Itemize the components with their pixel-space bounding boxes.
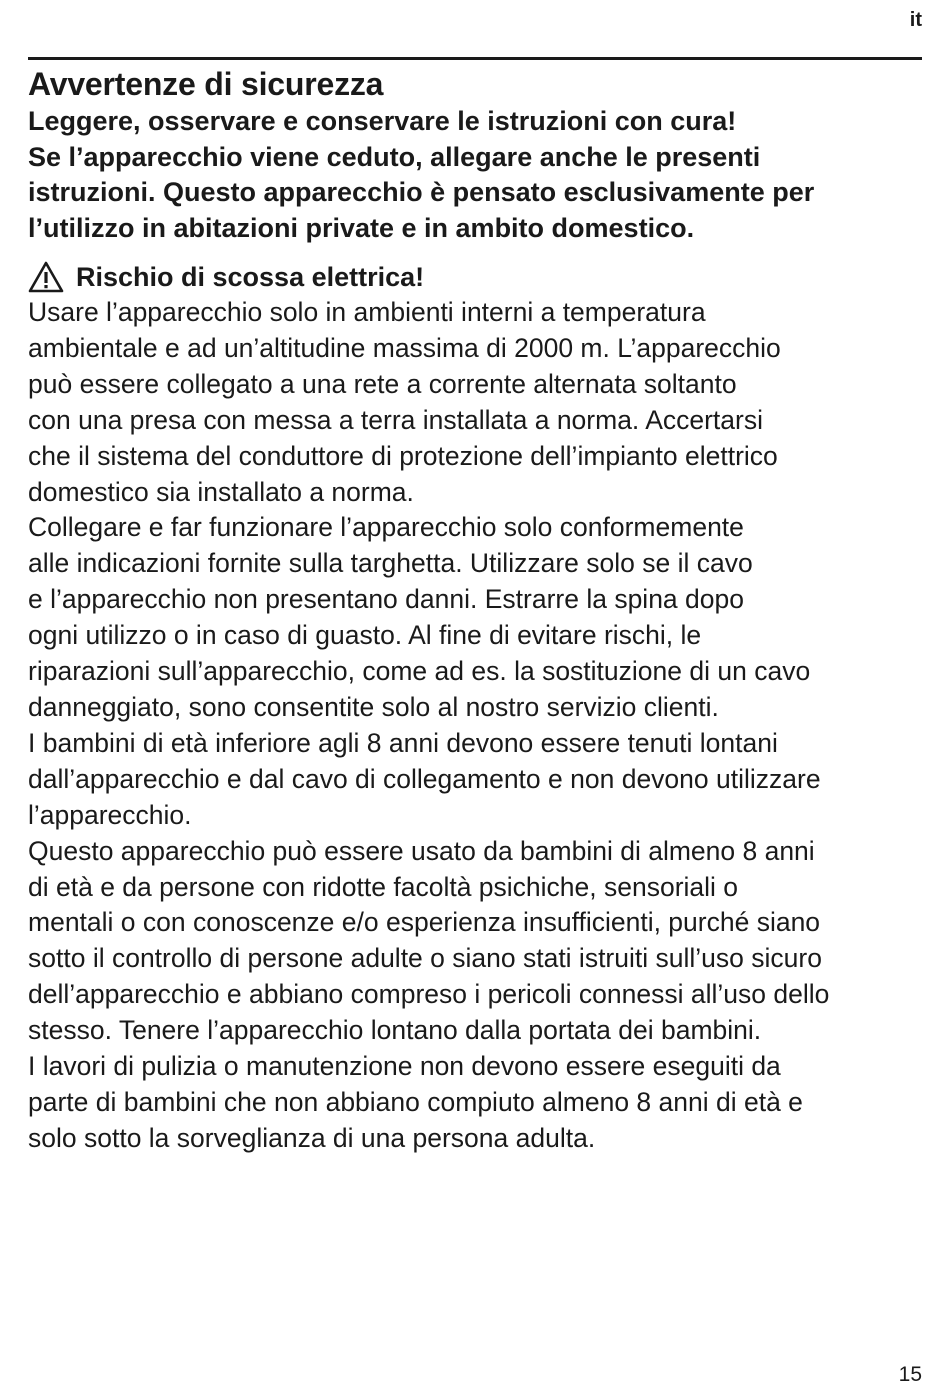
intro-line: Se l’apparecchio viene ceduto, allegare anche le presenti — [28, 141, 761, 172]
text-line: danneggiato, sono consentite solo al nostro servizio clienti. — [28, 691, 719, 722]
text-line: parte di bambini che non abbiano compiuto almeno 8 anni di età e — [28, 1086, 803, 1117]
header-rule — [28, 57, 922, 60]
text-line: mentali o con conoscenze e/o esperienza insufficienti, purché siano — [28, 907, 821, 938]
intro-text — [28, 104, 928, 246]
text-line: dall’apparecchio e dal cavo di collegamento e non devono utilizzare — [28, 763, 821, 794]
text-line: Collegare e far funzionare l’apparecchio solo conformemente — [28, 512, 744, 543]
page-number: 15 — [898, 1363, 922, 1386]
text-line: ogni utilizzo o in caso di guasto. Al fine di evitare rischi, le — [28, 620, 702, 651]
intro-line: istruzioni. Questo apparecchio è pensato esclusivamente per — [28, 177, 815, 207]
text-line: può essere collegato a una rete a corrente alternata soltanto — [28, 368, 737, 399]
safety-section — [28, 64, 928, 1157]
text-line: di età e da persone con ridotte facoltà psichiche, sensoriali o — [28, 871, 739, 902]
warning-heading — [28, 259, 928, 295]
text-line: Questo apparecchio può essere usato da bambini di almeno 8 anni — [28, 835, 815, 866]
text-line: I lavori di pulizia o manutenzione non devono essere eseguiti da — [28, 1051, 781, 1082]
paragraph-usage — [28, 295, 928, 510]
text-line: e l’apparecchio non presentano danni. Estrarre la spina dopo — [28, 584, 744, 615]
text-line: Usare l’apparecchio solo in ambienti interni a temperatura — [28, 297, 706, 327]
text-line: dell’apparecchio e abbiano compreso i pericoli connessi all’uso dello — [28, 979, 830, 1010]
text-line: ambientale e ad un’altitudine massima di 2000 m. L’apparecchio — [28, 332, 781, 363]
text-line: stesso. Tenere l’apparecchio lontano dalla portata dei bambini. — [28, 1015, 762, 1046]
intro-line: Leggere, osservare e conservare le istruzioni con cura! — [28, 106, 737, 136]
text-line: che il sistema del conduttore di protezione dell’impianto elettrico — [28, 440, 778, 471]
text-line: I bambini di età inferiore agli 8 anni devono essere tenuti lontani — [28, 727, 778, 758]
text-line: solo sotto la sorveglianza di una persona adulta. — [28, 1122, 596, 1153]
section-title: Avvertenze di sicurezza — [28, 66, 384, 102]
text-line: l’apparecchio. — [28, 799, 192, 830]
text-line: riparazioni sull’apparecchio, come ad es. la sostituzione di un cavo — [28, 656, 811, 687]
paragraph-children-under-8 — [28, 726, 928, 834]
warning-heading-text: Rischio di scossa elettrica! — [76, 262, 425, 292]
paragraph-cleaning — [28, 1049, 928, 1157]
intro-line: l’utilizzo in abitazioni private e in ambito domestico. — [28, 212, 695, 243]
warning-triangle-icon — [28, 261, 64, 293]
language-tag: it — [909, 9, 922, 31]
text-line: sotto il controllo di persone adulte o siano stati istruiti sull’uso sicuro — [28, 943, 822, 974]
text-line: con una presa con messa a terra installata a norma. Accertarsi — [28, 404, 763, 435]
paragraph-connection — [28, 510, 928, 725]
paragraph-supervised-use — [28, 834, 928, 1049]
text-line: domestico sia installato a norma. — [28, 476, 414, 507]
text-line: alle indicazioni fornite sulla targhetta. Utilizzare solo se il cavo — [28, 548, 753, 579]
